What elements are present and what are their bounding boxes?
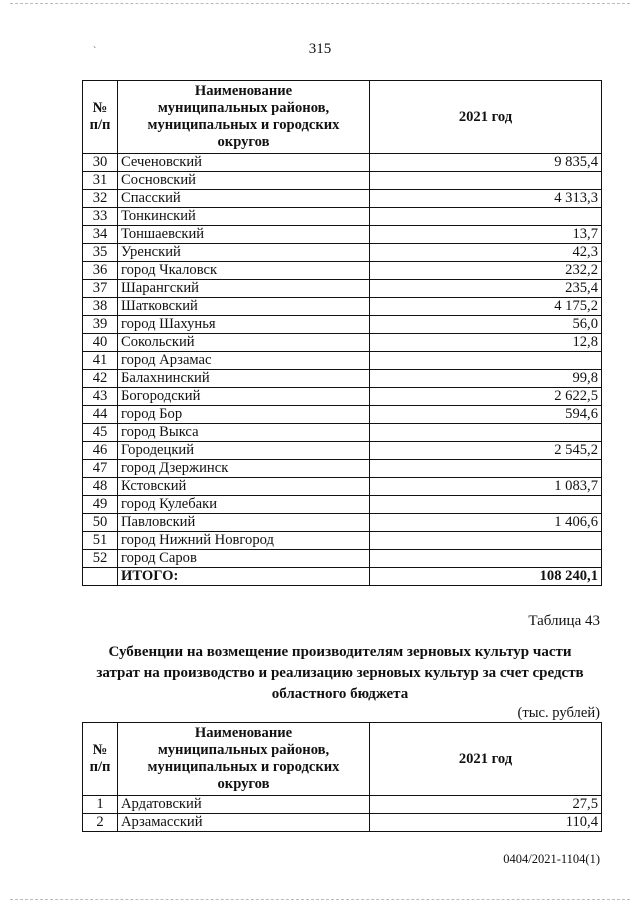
table-label: Таблица 43 xyxy=(528,613,600,629)
table-1-row-value: 594,6 xyxy=(370,406,602,424)
table-1-row xyxy=(83,208,602,226)
table-1-row-name: город Саров xyxy=(118,550,370,568)
table-1-row xyxy=(83,532,602,550)
table-1-row-name: город Бор xyxy=(118,406,370,424)
table-1-row-value: 13,7 xyxy=(370,226,602,244)
table-1-row xyxy=(83,370,602,388)
table-1-row-num: 32 xyxy=(83,190,118,208)
table-1-total-value: 108 240,1 xyxy=(370,568,602,586)
table-1-row xyxy=(83,280,602,298)
table-1-row-num: 45 xyxy=(83,424,118,442)
table-1-body xyxy=(83,154,602,568)
table-1-header-row xyxy=(83,81,602,154)
table-1-row xyxy=(83,154,602,172)
table-1-header-name: Наименование муниципальных районов, муниципальных и городских округов xyxy=(118,81,370,154)
table-1-row-value: 1 083,7 xyxy=(370,478,602,496)
table-1-row xyxy=(83,352,602,370)
table-1-row-value: 56,0 xyxy=(370,316,602,334)
table-1-row xyxy=(83,190,602,208)
table-1-row xyxy=(83,460,602,478)
table-1-row-value: 4 175,2 xyxy=(370,298,602,316)
table-2-header-year: 2021 год xyxy=(370,723,602,796)
scan-edge-bottom xyxy=(10,899,630,900)
table-1-row-name: Кстовский xyxy=(118,478,370,496)
table-1-row-name: Шатковский xyxy=(118,298,370,316)
table-2-row-value: 27,5 xyxy=(370,796,602,814)
table-1-row-name: Богородский xyxy=(118,388,370,406)
table-1-row-num: 46 xyxy=(83,442,118,460)
table-1-row xyxy=(83,388,602,406)
table-1-row xyxy=(83,298,602,316)
table-1-row-name: город Чкаловск xyxy=(118,262,370,280)
table-1-row xyxy=(83,172,602,190)
table-1-row-value xyxy=(370,550,602,568)
table-2-row-name: Арзамасский xyxy=(118,814,370,832)
table-1-row-value xyxy=(370,496,602,514)
table-1-row xyxy=(83,514,602,532)
table-2 xyxy=(82,722,602,832)
table-1-row-name: Уренский xyxy=(118,244,370,262)
table-1-row-num: 50 xyxy=(83,514,118,532)
table-1-total-label: ИТОГО: xyxy=(118,568,370,586)
table-1-row-value xyxy=(370,172,602,190)
table-1-row-name: город Дзержинск xyxy=(118,460,370,478)
document-code: 0404/2021-1104(1) xyxy=(503,852,600,866)
table-1-row xyxy=(83,244,602,262)
table-1-row-value: 2 622,5 xyxy=(370,388,602,406)
table-1-row xyxy=(83,334,602,352)
table-1-header-year: 2021 год xyxy=(370,81,602,154)
table-1-row-name: Городецкий xyxy=(118,442,370,460)
table-1-row xyxy=(83,424,602,442)
table-1-row-value xyxy=(370,352,602,370)
table-2-title: Субвенции на возмещение производителям зерновых культур части затрат на производство и реализацию зерновых культур за счет средств областного бюджета xyxy=(96,644,584,702)
table-1-row-value: 2 545,2 xyxy=(370,442,602,460)
table-1-row-value: 235,4 xyxy=(370,280,602,298)
table-1-row xyxy=(83,550,602,568)
table-2-header-num: № п/п xyxy=(83,723,118,796)
table-1 xyxy=(82,80,602,586)
units-label: (тыс. рублей) xyxy=(517,705,600,721)
table-1-row-value: 4 313,3 xyxy=(370,190,602,208)
table-1-row-value xyxy=(370,532,602,550)
table-1-row-value: 99,8 xyxy=(370,370,602,388)
table-1-row-name: город Выкса xyxy=(118,424,370,442)
table-1-row-num: 49 xyxy=(83,496,118,514)
table-1-row-num: 34 xyxy=(83,226,118,244)
table-2-row xyxy=(83,796,602,814)
table-1-total-row xyxy=(83,568,602,586)
table-1-row-value xyxy=(370,208,602,226)
scan-speck: ` xyxy=(93,46,97,57)
table-2-row-num: 2 xyxy=(83,814,118,832)
table-1-row xyxy=(83,496,602,514)
table-2-header-name: Наименование муниципальных районов, муниципальных и городских округов xyxy=(118,723,370,796)
table-2-row-num: 1 xyxy=(83,796,118,814)
table-1-row-num: 41 xyxy=(83,352,118,370)
table-1-row-num: 30 xyxy=(83,154,118,172)
table-2-row-name: Ардатовский xyxy=(118,796,370,814)
table-1-row-num: 52 xyxy=(83,550,118,568)
table-1-row xyxy=(83,262,602,280)
table-1-row-num: 42 xyxy=(83,370,118,388)
table-2-row xyxy=(83,814,602,832)
table-1-row-num: 35 xyxy=(83,244,118,262)
table-1-row-num: 36 xyxy=(83,262,118,280)
table-1-row xyxy=(83,226,602,244)
table-1-row-num: 40 xyxy=(83,334,118,352)
table-1-row-num: 33 xyxy=(83,208,118,226)
page-number: 315 xyxy=(308,41,332,57)
table-1-row xyxy=(83,478,602,496)
table-1-row-value: 1 406,6 xyxy=(370,514,602,532)
table-1-row-num: 51 xyxy=(83,532,118,550)
table-1-row-value: 42,3 xyxy=(370,244,602,262)
table-1-row-name: Балахнинский xyxy=(118,370,370,388)
table-1-row-name: город Арзамас xyxy=(118,352,370,370)
table-1-row xyxy=(83,406,602,424)
table-1-row-value xyxy=(370,460,602,478)
table-1-row-name: Сосновский xyxy=(118,172,370,190)
table-1-row-value: 12,8 xyxy=(370,334,602,352)
table-1-row-name: город Шахунья xyxy=(118,316,370,334)
table-1-row-num: 31 xyxy=(83,172,118,190)
table-1-row-value xyxy=(370,424,602,442)
table-1-row-name: город Кулебаки xyxy=(118,496,370,514)
table-1-row-name: Тонкинский xyxy=(118,208,370,226)
table-1-row-num: 39 xyxy=(83,316,118,334)
table-1-row-name: Тоншаевский xyxy=(118,226,370,244)
table-2-header-row xyxy=(83,723,602,796)
table-1-row-num: 44 xyxy=(83,406,118,424)
table-2-row-value: 110,4 xyxy=(370,814,602,832)
table-1-row-num: 48 xyxy=(83,478,118,496)
table-1-row-num: 38 xyxy=(83,298,118,316)
table-1-row-name: Павловский xyxy=(118,514,370,532)
table-1-row-value: 9 835,4 xyxy=(370,154,602,172)
table-1-total-num xyxy=(83,568,118,586)
table-2-body xyxy=(83,796,602,832)
table-1-header-num: № п/п xyxy=(83,81,118,154)
table-1-row-name: Сокольский xyxy=(118,334,370,352)
table-1-row-name: Спасский xyxy=(118,190,370,208)
table-1-row-name: город Нижний Новгород xyxy=(118,532,370,550)
table-1-row-num: 43 xyxy=(83,388,118,406)
table-1-row xyxy=(83,442,602,460)
scan-edge-top xyxy=(10,3,630,4)
table-1-row-num: 37 xyxy=(83,280,118,298)
table-1-row-name: Сеченовский xyxy=(118,154,370,172)
table-1-row-num: 47 xyxy=(83,460,118,478)
table-1-row xyxy=(83,316,602,334)
table-1-row-value: 232,2 xyxy=(370,262,602,280)
table-1-row-name: Шарангский xyxy=(118,280,370,298)
